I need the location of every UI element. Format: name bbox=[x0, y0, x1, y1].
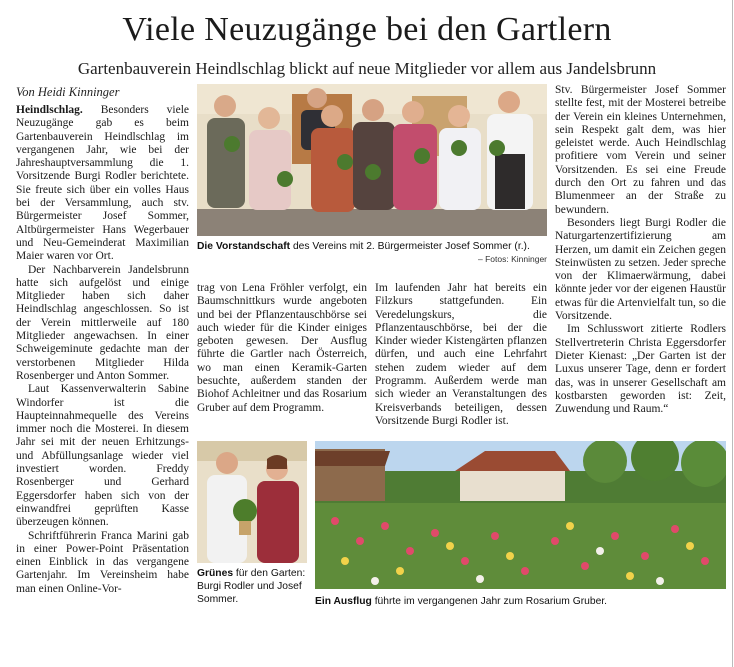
gift-photo-caption bbox=[197, 567, 307, 606]
paragraph: Besonders liegt Burgi Rodler die Naturgartenzertifizierung am Herzen, um damit ein Zeichen gegen Steinwüsten zu setzen. Jeder spreche von der Klimaerwärmung, dabei könnte jeder vor der eigenen Haustür etwas für die Artenvielfalt tun, so die Vorsitzende. bbox=[555, 216, 726, 323]
paragraph: trag von Lena Fröhler verfolgt, ein Baumschnittkurs wurde angeboten und bei der Pflanzentauschbörse sei auch wieder für die Kinder einiges geboten gewesen. Der Ausflug führte die Gartler nach Österreich, wo man einen Keramik-Garten besuchte, außerdem standen der Biohof Achleitner und das Rosarium Gruber auf dem Programm. bbox=[197, 282, 367, 414]
photo-credit: – Fotos: Kinninger bbox=[478, 254, 547, 264]
article-column-2 bbox=[197, 282, 367, 415]
gift-photo bbox=[197, 441, 307, 563]
subheadline: Gartenbauverein Heindlschlag blickt auf neue Mitglieder vor allem aus Jandelsbrunn bbox=[77, 59, 657, 78]
paragraph: Laut Kassenverwalterin Sabine Windorfer ist die Haupteinnahmequelle des Vereins immer noch die Mosterei. In diesem Jahr sei mit der neuen Erhitzungs- und Abfüllungsanlage wieder viel investiert worden. Freddy Rosenberger und Gerhard Eggersdorfer haben sich von der einwandfrei geprüften Kasse überzeugen können. bbox=[16, 383, 189, 529]
group-photo-image bbox=[197, 84, 547, 236]
article-column-3 bbox=[375, 282, 547, 428]
gift-photo-image bbox=[197, 441, 307, 563]
caption-text: des Vereins mit 2. Bürgermeister Josef Sommer (r.). bbox=[290, 241, 530, 252]
paragraph: Der Nachbarverein Jandelsbrunn hatte sich aufgelöst und einige Mitglieder haben sich daher Heindlschlag angeschlossen. So ist der Verein mittlerweile auf 180 Mitglieder angewachsen. In einer Schweigeminute gedachte man der verstorbenen Mitglieder Hilda Rosenberger und Anton Sommer. bbox=[16, 263, 189, 382]
paragraph: Im laufenden Jahr hat bereits ein Filzkurs stattgefunden. Ein Veredelungskurs, die Pflanzentauschbörse, bei der die Kinder wieder Kistengärten pflanzen dürfen, und auch eine Lehrfahrt stehen zudem wieder auf dem Programm. Außerdem werde man sich wieder an Veranstaltungen des Kreisverbands beteiligen, dessen Vorsitzende Burgi Rodler ist. bbox=[375, 282, 547, 427]
caption-text: für den Garten: Burgi Rodler und Josef Sommer. bbox=[197, 568, 306, 605]
caption-bold: Ein Ausflug bbox=[315, 596, 372, 607]
page-edge-rule bbox=[732, 0, 733, 667]
caption-bold: Die Vorstandschaft bbox=[197, 241, 291, 252]
byline: Von Heidi Kinninger bbox=[16, 85, 120, 99]
paragraph: Stv. Bürgermeister Josef Sommer stellte fest, mit der Mosterei betreibe der Verein ein kleines Unternehmen, sein Respekt galt dem, was hier geleistet werde. Auch Heindlschlag profitiere vom Verein und seiner Vorsitzenden. Es sei eine Freude durch den Ort zu fahren und das Blumenmeer an der Straße zu bewundern. bbox=[555, 84, 726, 216]
article-column-4 bbox=[555, 84, 726, 416]
caption-text: führte im vergangenen Jahr zum Rosarium Gruber. bbox=[371, 596, 608, 607]
garden-photo-image bbox=[315, 441, 726, 589]
garden-photo-caption bbox=[315, 595, 726, 608]
garden-photo bbox=[315, 441, 726, 589]
article-column-1 bbox=[16, 104, 189, 596]
group-photo bbox=[197, 84, 547, 236]
headline: Viele Neuzugänge bei den Gartlern bbox=[122, 11, 612, 48]
caption-bold: Grünes bbox=[197, 568, 234, 579]
paragraph: Im Schlusswort zitierte Rodlers Stellvertreterin Christa Eggersdorfer Dieter Kienast: „Der Garten ist der Luxus unserer Tage, denn er fordert das, was in unserer Gesellschaft am kostbarsten geworden ist: Zeit, Zuwendung und Raum.“ bbox=[555, 323, 726, 416]
dateline: Heindlschlag. bbox=[16, 104, 83, 116]
paragraph-text: Besonders viele Neuzugänge gab es beim Gartenbauverein Heindlschlag im vergangenen Jahr, wie bei der Jahreshauptversammlung die 1. Vorsitzende Burgi Rodler berichtete. Sie freute sich über ein volles Haus bei der Versammlung, auch stv. Bürgermeister Josef Sommer, Altbürgermeister Hans Wegerbauer und Neu-Gemeinderat Maximilian Maier waren vor Ort. bbox=[16, 104, 189, 263]
paragraph-intro bbox=[16, 104, 189, 264]
paragraph: Schriftführerin Franca Marini gab in einer Power-Point Präsentation einen Einblick in das vergangene Gartenjahr. Im Vereinsheim habe man einen Online-Vor- bbox=[16, 529, 189, 595]
group-photo-caption bbox=[197, 240, 547, 253]
